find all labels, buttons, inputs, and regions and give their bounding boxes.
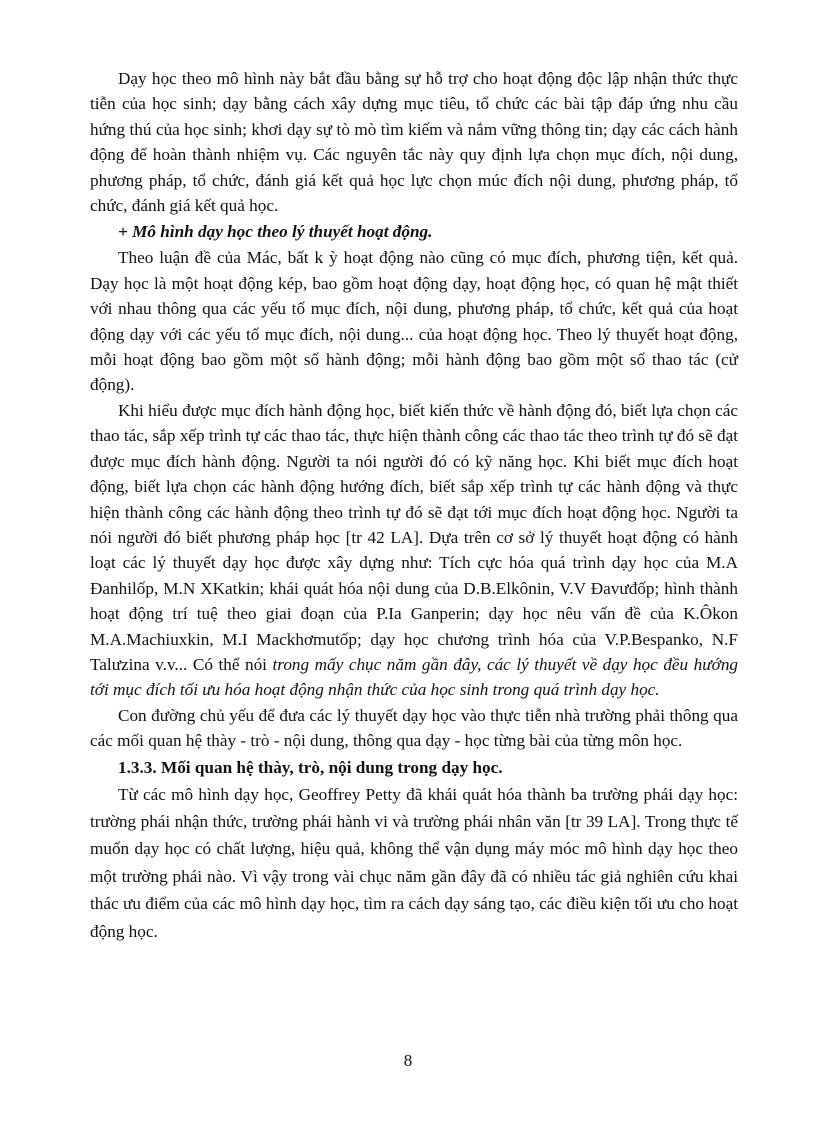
paragraph-learning-skills-text: Khi hiểu được mục đích hành động học, biết kiến thức về hành động đó, biết lựa chọn các thao tác, sắp xếp trình tự các thao tác, thực hiện thành công các thao tác theo trình tự đó sẽ đạt được mục đích hành động. Người ta nói người đó có kỹ năng học. Khi biết mục đích hoạt động, biết lựa chọn các hành động hướng đích, biết sắp xếp trình tự các hành động và thực hiện thành công các hành động theo trình tự đó sẽ đạt tới mục đích hoạt động học. Người ta nói người đó biết phương pháp học [tr 42 LA]. Dựa trên cơ sở lý thuyết hoạt động có hành loạt các lý thuyết dạy học được xây dựng như: Tích cực hóa quá trình dạy học của M.A Đanhilốp, M.N XKatkin; khái quát hóa nội dung của D.B.Elkônin, V.V Đavưđốp; hình thành hoạt động trí tuệ theo giai đoạn của P.Ia Ganperin; dạy học nêu vấn đề của K.Ôkon M.A.Machiuxkin, M.I Mackhơmutốp; dạy học chương trình hóa của V.P.Bespanko, N.F Talưzina v.v... Có thể nói [90, 400, 738, 674]
paragraph-marx-thesis: Theo luận đề của Mác, bất k ỳ hoạt động nào cũng có mục đích, phương tiện, kết quả. Dạy học là một hoạt động kép, bao gồm hoạt động dạy, hoạt động học, có quan hệ mật thiết với nhau thông qua các yếu tố mục đích, nội dung, phương pháp, tổ chức, kết quả của hoạt động dạy với các yếu tố mục đích, nội dung... của hoạt động học. Theo lý thuyết hoạt động, mỗi hoạt động bao gồm một số hành động; mỗi hành động bao gồm một số thao tác (cử động). [90, 248, 738, 395]
paragraph-learning-skills [90, 398, 738, 703]
heading-activity-theory-model: + Mô hình dạy học theo lý thuyết hoạt động. [118, 222, 433, 242]
paragraph-learning-skills-italic: trong mấy chục năm gần đây, các lý thuyết về dạy học đều hướng tới mục đích tối ưu hóa hoạt động nhận thức của học sinh trong quá trình dạy học. [90, 654, 739, 700]
paragraph-main-path: Con đường chủ yếu để đưa các lý thuyết dạy học vào thực tiễn nhà trường phải thông qua các mối quan hệ thày - trò - nội dung, thông qua dạy - học từng bài của từng môn học. [90, 705, 738, 751]
section-heading-1-3-3: 1.3.3. Mối quan hệ thày, trò, nội dung trong dạy học. [118, 757, 503, 777]
document-page [90, 66, 738, 945]
paragraph-teaching-model: Dạy học theo mô hình này bắt đầu bằng sự hỗ trợ cho hoạt động độc lập nhận thức thực tiễn của học sinh; dạy bằng cách xây dựng mục tiêu, tổ chức các bài tập đáp ứng nhu cầu hứng thú của học sinh; khơi dạy sự tò mò tìm kiếm và nắm vững thông tin; dạy các cách hành động để hoàn thành nhiệm vụ. Các nguyên tắc này quy định lựa chọn mục đích, nội dung, phương pháp, tổ chức, đánh giá kết quả học lực chọn múc đích nội dung, phương pháp, tổ chức, đánh giá kết quả học. [90, 69, 738, 216]
paragraph-geoffrey-petty: Từ các mô hình dạy học, Geoffrey Petty đã khái quát hóa thành ba trường phái dạy học: trường phái nhận thức, trường phái hành vi và trường phái nhân văn [tr 39 LA]. Trong thực tế muốn dạy học có chất lượng, hiệu quả, không thể vận dụng máy móc mô hình dạy học theo một trường phái nào. Vì vậy trong vài chục năm gần đây đã có nhiều tác giả nghiên cứu khai thác ưu điểm của các mô hình dạy học, tìm ra cách dạy sáng tạo, các điều kiện tối ưu cho hoạt động học. [90, 784, 738, 941]
page-number: 8 [403, 1051, 413, 1070]
